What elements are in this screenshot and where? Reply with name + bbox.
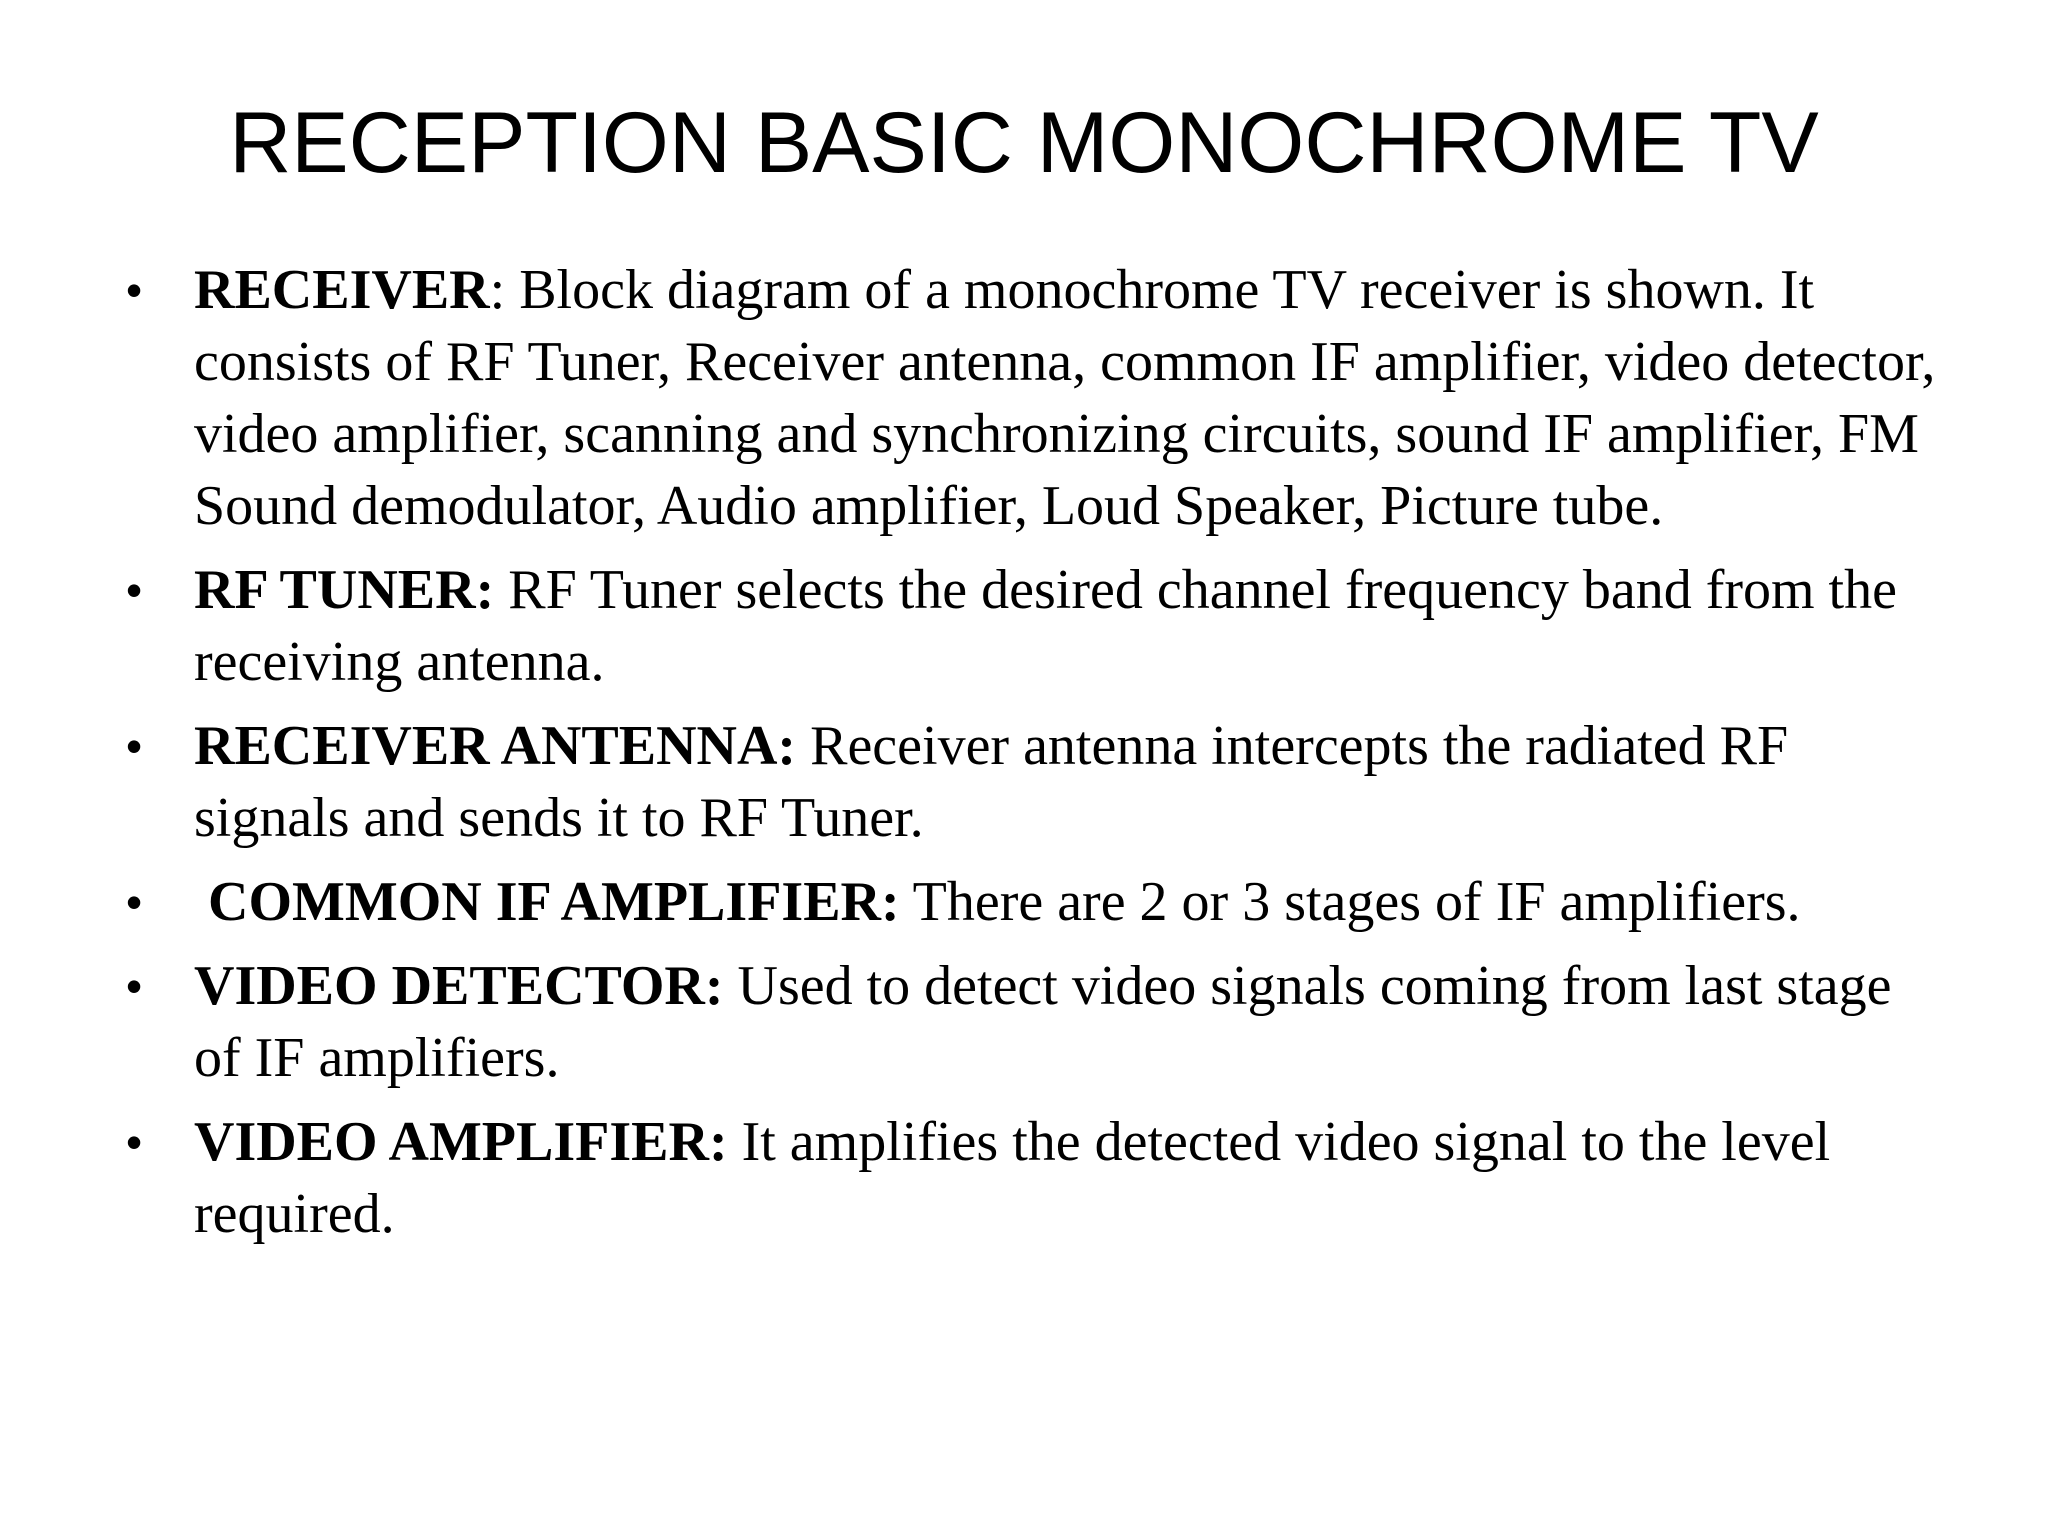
bullet-term: VIDEO DETECTOR: <box>194 955 724 1017</box>
bullet-video-amplifier <box>120 1106 1950 1250</box>
bullet-term: RF TUNER: <box>194 559 495 621</box>
bullet-receiver-antenna <box>120 710 1950 854</box>
bullet-term: RECEIVER ANTENNA: <box>194 715 797 777</box>
bullet-text: It amplifies the detected video signal to the level required. <box>194 1111 1831 1245</box>
bullet-icon: • <box>126 264 143 316</box>
bullet-icon: • <box>126 1116 143 1168</box>
bullet-term: COMMON IF AMPLIFIER: <box>194 871 900 933</box>
bullet-icon: • <box>126 960 143 1012</box>
bullet-rf-tuner <box>120 554 1950 698</box>
slide-title: RECEPTION BASIC MONOCHROME TV <box>229 95 1819 191</box>
bullet-text: Used to detect video signals coming from last stage of IF amplifiers. <box>194 955 1892 1089</box>
bullet-text: Receiver antenna intercepts the radiated RF signals and sends it to RF Tuner. <box>194 715 1789 849</box>
bullet-text: RF Tuner selects the desired channel frequency band from the receiving antenna. <box>194 559 1897 693</box>
bullet-icon: • <box>126 876 143 928</box>
bullet-common-if-amplifier <box>120 866 1950 938</box>
bullet-term: RECEIVER <box>194 259 490 321</box>
bullet-list <box>120 254 1950 1262</box>
bullet-receiver <box>120 254 1950 542</box>
bullet-colon: : <box>489 259 506 321</box>
bullet-text: There are 2 or 3 stages of IF amplifiers. <box>899 871 1801 933</box>
bullet-text: Block diagram of a monochrome TV receiver is shown. It consists of RF Tuner, Receiver antenna, common IF amplifier, video detector, video amplifier, scanning and synchronizing circuits, sound IF amplifier, FM Sound demodulator, Audio amplifier, Loud Speaker, Picture tube. <box>194 259 1936 537</box>
bullet-icon: • <box>126 720 143 772</box>
bullet-video-detector <box>120 950 1950 1094</box>
bullet-term: VIDEO AMPLIFIER: <box>194 1111 728 1173</box>
bullet-icon: • <box>126 564 143 616</box>
